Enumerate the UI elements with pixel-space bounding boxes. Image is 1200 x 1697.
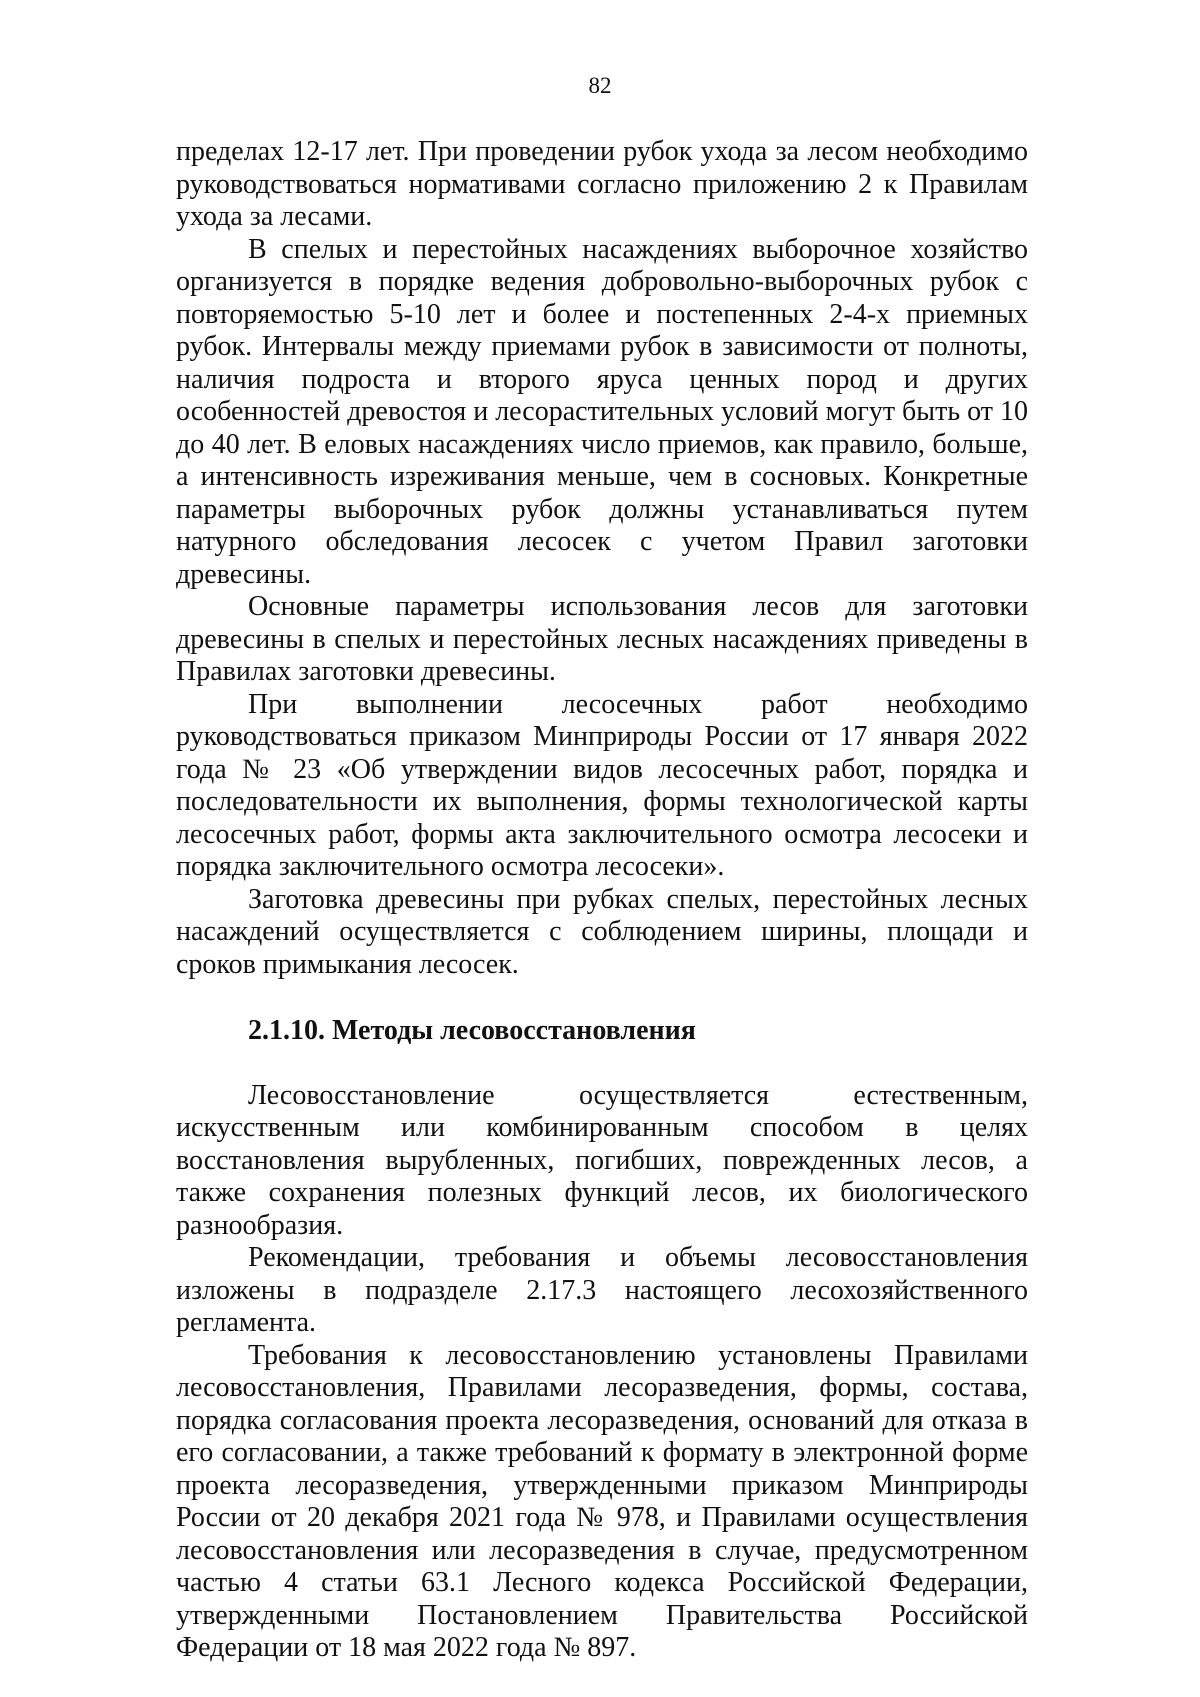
- paragraph-harvest-parameters: Основные параметры использования лесов для заготовки древесины в спелых и перестойных лесных насаждениях приведены в Правилах заготовки древесины.: [176, 591, 1028, 687]
- paragraph-reforestation-volumes: Рекомендации, требования и объемы лесовосстановления изложены в подразделе 2.17.3 настоящего лесохозяйственного регламента.: [176, 1242, 1028, 1338]
- page-number: 82: [588, 73, 612, 98]
- paragraph-selective-logging: В спелых и перестойных насаждениях выборочное хозяйство организуется в порядке ведения добровольно-выборочных рубок с повторяемостью 5-10 лет и более и постепенных 2-4-х приемных рубок. Интервалы между приемами рубок в зависимости от полноты, наличия подроста и второго яруса ценных пород и других особенностей древостоя и лесорастительных условий могут быть от 10 до 40 лет. В еловых насаждениях число приемов, как правило, больше, а интенсивность изреживания меньше, чем в сосновых. Конкретные параметры выборочных рубок должны устанавливаться путем натурного обследования лесосек с учетом Правил заготовки древесины.: [176, 233, 1028, 590]
- paragraph-reforestation-requirements: Требования к лесовосстановлению установлены Правилами лесовосстановления, Правилами лесоразведения, формы, состава, порядка согласования проекта лесоразведения, оснований для отказа в его согласовании, а также требований к формату в электронной форме проекта лесоразведения, утвержденными приказом Минприроды России от 20 декабря 2021 года № 978, и Правилами осуществления лесовосстановления или лесоразведения в случае, предусмотренном частью 4 статьи 63.1 Лесного кодекса Российской Федерации, утвержденными Постановлением Правительства Российской Федерации от 18 мая 2022 года № 897.: [176, 1339, 1028, 1663]
- paragraph-reforestation-methods: Лесовосстановление осуществляется естественным, искусственным или комбинированным способом в целях восстановления вырубленных, погибших, поврежденных лесов, а также сохранения полезных функций лесов, их биологического разнообразия.: [176, 1079, 1028, 1241]
- paragraph-logging-works-order: При выполнении лесосечных работ необходимо руководствоваться приказом Минприроды России от 17 января 2022 года № 23 «Об утверждении видов лесосечных работ, порядка и последовательности их выполнения, формы технологической карты лесосечных работ, формы акта заключительного осмотра лесосеки и порядка заключительного осмотра лесосеки».: [176, 688, 1028, 882]
- paragraph-harvest-conditions: Заготовка древесины при рубках спелых, перестойных лесных насаждений осуществляется с соблюдением ширины, площади и сроков примыкания лесосек.: [176, 883, 1028, 980]
- section-heading: 2.1.10. Методы лесовосстановления: [248, 1015, 696, 1046]
- document-body: [176, 136, 1028, 1665]
- paragraph-continuation: пределах 12-17 лет. При проведении рубок ухода за лесом необходимо руководствоваться нормативами согласно приложению 2 к Правилам ухода за лесами.: [176, 136, 1028, 232]
